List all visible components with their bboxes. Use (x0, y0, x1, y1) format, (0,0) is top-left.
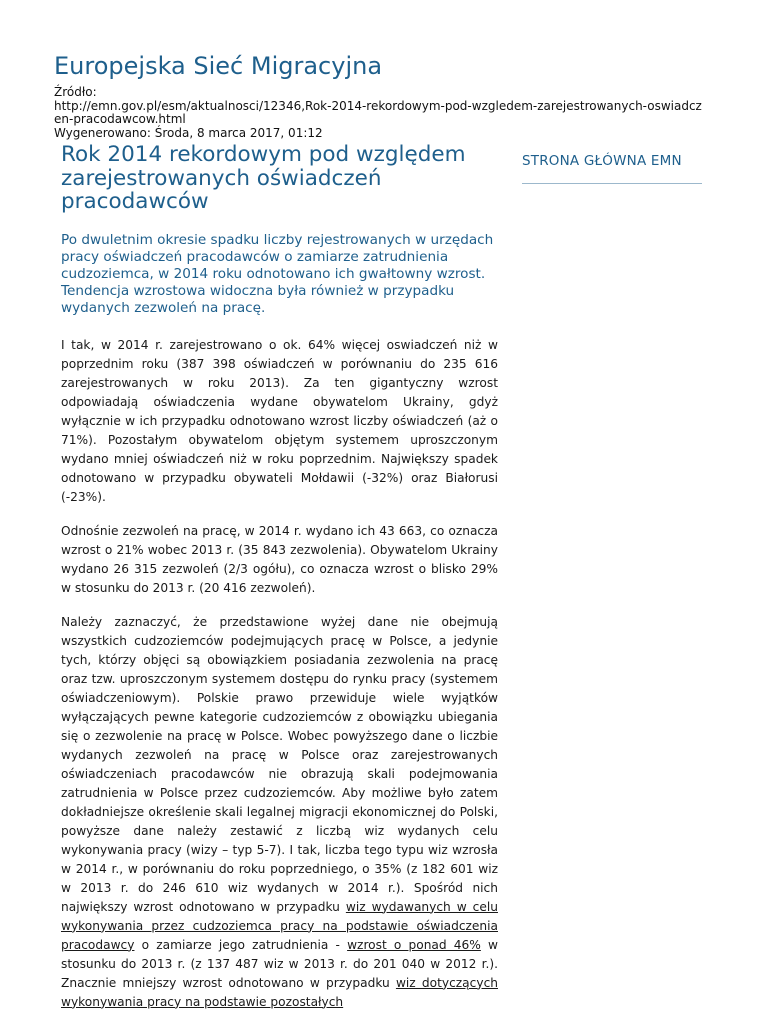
underlined-other-visas: wiz dotyczących wykonywania pracy na podstawie pozostałych (61, 975, 498, 1009)
article-paragraph-2: Odnośnie zezwoleń na pracę, w 2014 r. wydano ich 43 663, co oznacza wzrost o 21% wobec 2013 r. (35 843 zezwolenia). Obywatelom Ukrainy wydano 26 315 zezwoleń (2/3 ogółu), co oznacza wzrost o blisko 29% w stosunku do 2013 r. (20 416 zezwoleń). (61, 523, 498, 595)
article (61, 143, 498, 1027)
sidebar (522, 153, 702, 184)
article-paragraph-1: I tak, w 2014 r. zarejestrowano o ok. 64% więcej oswiadczeń niż w poprzednim roku (387 398 oświadczeń w porównaniu do 235 616 zarejestrowanych w roku 2013). Za ten gigantyczny wzrost odpowiadają oświadczenia wydane obywatelom Ukrainy, gdyż wyłącznie w ich przypadku odnotowano wzrost liczby oświadczeń (aż o 71%). Pozostałym obywatelom objętym systemem uproszczonym wydano mniej oświadczeń niż w roku poprzednim. Największy spadek odnotowano w przypadku obywateli Mołdawii (-32%) oraz Białorusi (-23%). (61, 337, 498, 504)
underlined-visa-employer-declaration: wiz wydawanych w celu wykonywania przez cudzoziemca pracy na podstawie oświadczenia pracodawcy (61, 899, 498, 952)
article-lead: Po dwuletnim okresie spadku liczby rejestrowanych w urzędach pracy oświadczeń pracodawców o zamiarze zatrudnienia cudzoziemca, w 2014 roku odnotowano ich gwałtowny wzrost. Tendencja wzrostowa widoczna była również w przypadku wydanych zezwoleń na pracę. (61, 231, 494, 317)
generated-timestamp: Wygenerowano: Środa, 8 marca 2017, 01:12 (54, 125, 323, 140)
source-meta (54, 86, 724, 140)
article-title: Rok 2014 rekordowym pod względem zarejestrowanych oświadczeń pracodawców (61, 142, 466, 214)
source-label: Źródło: (54, 85, 97, 99)
paragraph-3-text-c: w stosunku do 2013 r. (z 137 487 wiz w 2013 r. do 201 040 w 2012 r.). Znacznie mniejszy wzrost odnotowano w przypadku (61, 937, 499, 990)
sidebar-divider (522, 183, 702, 184)
article-paragraph-3 (61, 613, 498, 1012)
site-title[interactable]: Europejska Sieć Migracyjna (54, 52, 383, 80)
source-url-line-2[interactable]: en-pracodawcow.html (54, 112, 186, 126)
paragraph-3-text-a: Należy zaznaczyć, że przedstawione wyżej dane nie obejmują wszystkich cudzoziemców podejmujących pracę w Polsce, a jedynie tych, którzy objęci są obowiązkiem posiadania zezwolenia na pracę oraz tzw. uproszczonym systemem dostępu do rynku pracy (systemem oświadczeniowym). Polskie prawo przewiduje wiele wyjątków wyłączających pewne kategorie cudzoziemców z obowiązku ubiegania się o zezwolenie na pracę w Polsce. Wobec powyższego dane o liczbie wydanych zezwoleń na pracę w Polsce oraz zarejestrowanych oświadczeniach pracodawców nie obrazują skali podejmowania zatrudnienia w Polsce przez cudzoziemców. Aby możliwe było zatem dokładniejsze określenie skali legalnej migracji ekonomicznej do Polski, powyższe dane należy zestawić z liczbą wiz wydanych celu wykonywania pracy (wizy – typ 5-7). I tak, liczba tego typu wiz wzrosła w 2014 r., w porównaniu do roku poprzedniego, o 35% (z 182 601 wiz w 2013 r. do 246 610 wiz wydanych w 2014 r.). Spośród nich największy wzrost odnotowano w przypadku (61, 614, 498, 914)
paragraph-3-text-b: o zamiarze jego zatrudnienia - (134, 937, 348, 952)
home-emn-link[interactable]: STRONA GŁÓWNA EMN (522, 153, 682, 169)
source-url-line-1[interactable]: http://emn.gov.pl/esm/aktualnosci/12346,Rok-2014-rekordowym-pod-wzgledem-zarejestrowanych-oswiadcz (54, 98, 702, 113)
underlined-increase-46: wzrost o ponad 46% (347, 937, 481, 952)
